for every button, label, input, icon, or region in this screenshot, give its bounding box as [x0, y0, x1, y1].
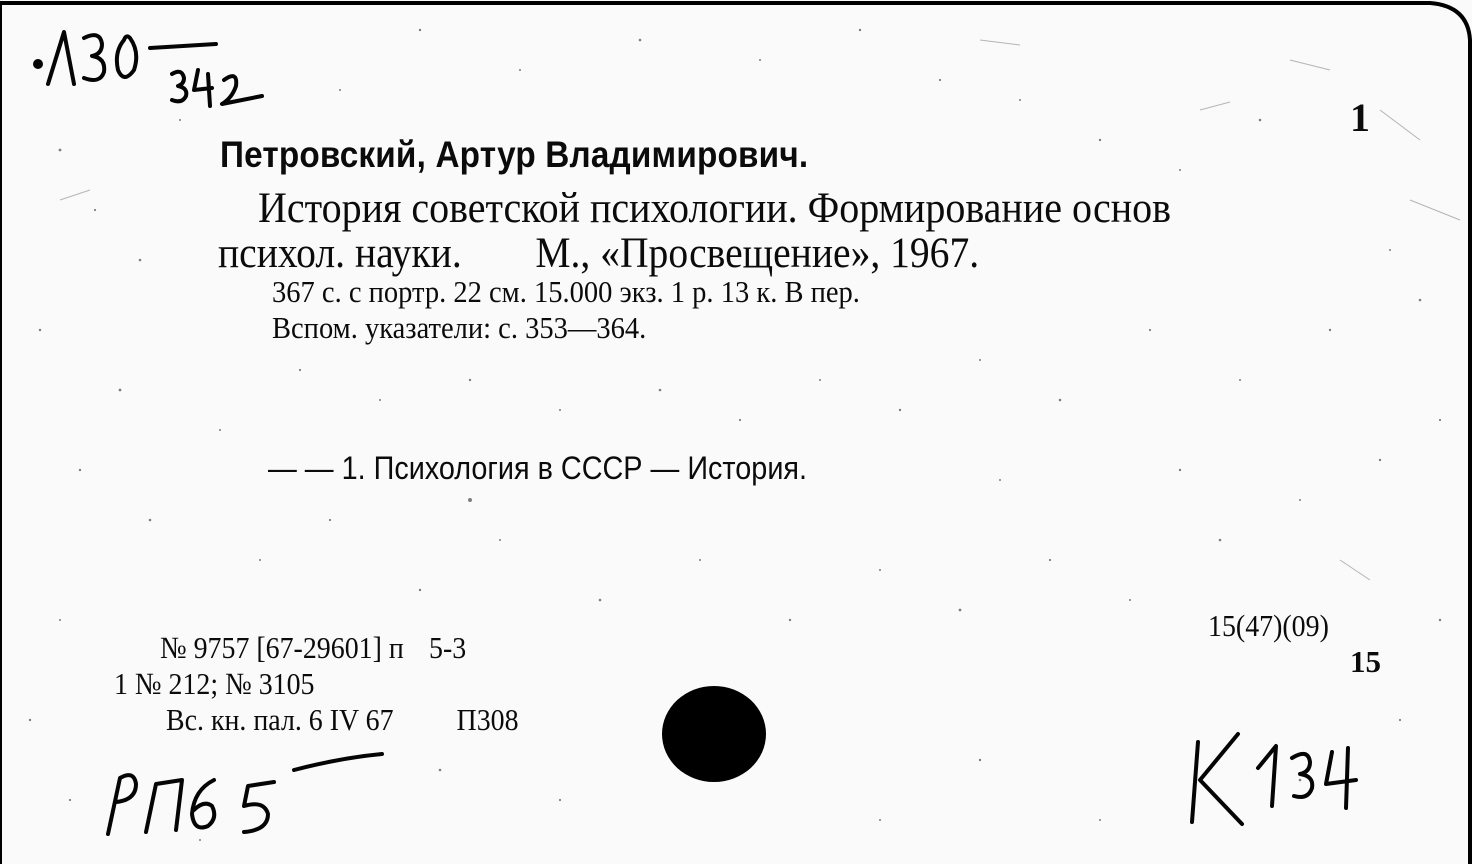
registration-line-2: 1 № 212; № 3105 — [114, 666, 315, 701]
subject-heading: — — 1. Психология в СССР — История. — [268, 450, 808, 486]
registration-line-1 — [160, 632, 466, 663]
handwritten-shelfmark-top-left — [30, 22, 290, 112]
registration-number: № 9757 [67-29601] п — [160, 630, 404, 665]
handwritten-code-bottom-left — [90, 744, 390, 844]
index-note: Вспом. указатели: с. 353—364. — [272, 310, 647, 345]
publication-imprint: М., «Просвещение», 1967. — [535, 230, 980, 277]
title-continuation: психол. науки. — [218, 230, 462, 277]
book-chamber-date: Вс. кн. пал. 6 IV 67 — [166, 702, 394, 737]
title-line-1: История советской психологии. Формирование основ — [258, 185, 1171, 232]
author-heading: Петровский, Артур Владимирович. — [220, 134, 809, 175]
handwritten-code-bottom-right — [1180, 722, 1380, 832]
udc-short-code: 15 — [1350, 644, 1381, 679]
udc-classification: 15(47)(09) — [1208, 608, 1329, 643]
punch-hole — [662, 686, 766, 782]
print-code: П308 — [456, 702, 519, 737]
registration-line-3 — [166, 704, 519, 735]
physical-description: 367 с. с портр. 22 см. 15.000 экз. 1 р. 13 к. В пер. — [272, 274, 860, 309]
registration-code: 5-3 — [429, 630, 467, 665]
title-line-2 — [218, 232, 979, 275]
card-number: 1 — [1350, 95, 1370, 140]
